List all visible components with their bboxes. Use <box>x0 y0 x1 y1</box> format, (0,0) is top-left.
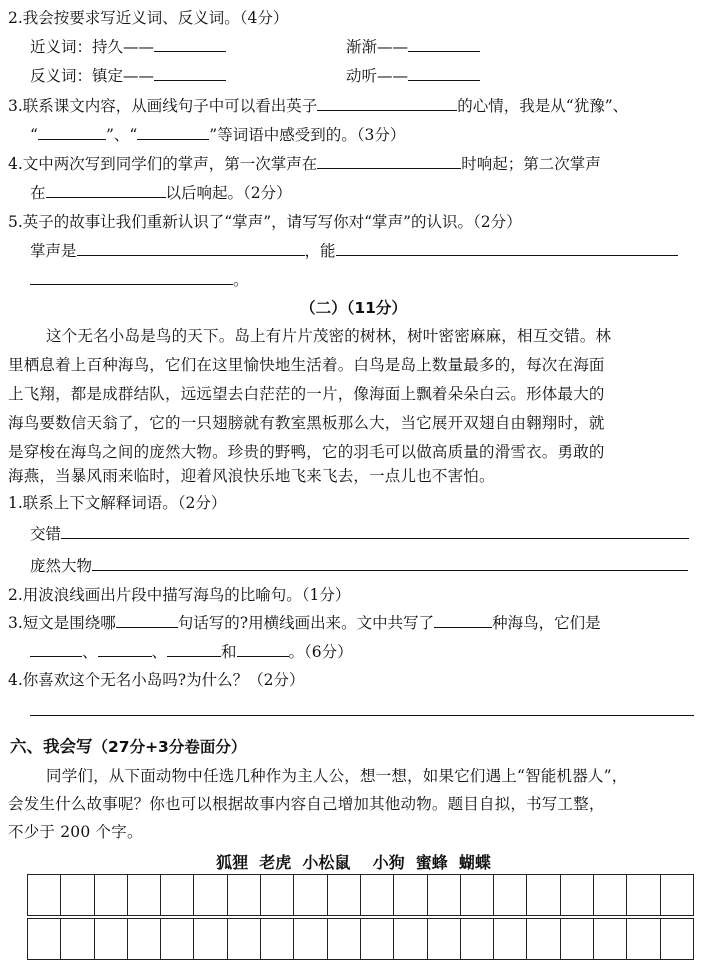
section-6-para-3: 不少于 200 个字。 <box>8 823 143 841</box>
q3-text-2-end: ”等词语中感受到的。（3分） <box>209 126 406 144</box>
s2-q1-a-label: 交错 <box>30 525 62 543</box>
q2-antonym-row <box>30 64 226 86</box>
s2-q1-b-blank[interactable] <box>92 554 688 571</box>
q4-text-1-end: 时响起；第二次掌声 <box>461 155 601 173</box>
section-2-heading: （二）（11分） <box>300 299 407 317</box>
q3-line-1 <box>8 94 628 116</box>
s2-q4-answer-row <box>30 699 694 720</box>
q2-antonym-label: 反义词：镇定—— <box>30 67 155 85</box>
q4-text-2: 在 <box>30 184 46 202</box>
q2-synonym-row-2 <box>346 35 480 57</box>
q5-text-mid: ，能 <box>304 242 336 260</box>
writing-cells-1 <box>28 875 693 915</box>
s2-q3-text-a: 3.短文是围绕哪 <box>8 614 116 632</box>
writing-grid-row-2[interactable] <box>27 918 694 960</box>
q2-synonym-label-2: 渐渐—— <box>346 38 409 56</box>
q3-quote-open: “ <box>30 126 38 144</box>
q5-blank-can[interactable] <box>336 239 678 256</box>
s2-q3-sep-1: 、 <box>82 643 98 661</box>
s2-q3-blank-sentence[interactable] <box>116 611 178 628</box>
q4-line-1 <box>8 152 601 174</box>
q4-blank-second[interactable] <box>46 181 166 198</box>
s2-q1-a-row <box>30 522 689 544</box>
q3-blank-mood[interactable] <box>317 94 457 111</box>
q4-line-2 <box>30 181 292 203</box>
passage-line-4: 海鸟要数信天翁了，它的一只翅膀就有教室黑板那么大，当它展开双翅自由翱翔时，就 <box>8 414 605 432</box>
q2-antonym-label-2: 动听—— <box>346 67 409 85</box>
section-6-score: （27分+3分卷面分） <box>92 738 247 756</box>
q4-blank-first[interactable] <box>317 152 461 169</box>
q5-blank-continue[interactable] <box>30 268 233 285</box>
s2-q1-b-row <box>30 554 688 576</box>
s2-q1-b-label: 庞然大物 <box>30 557 93 575</box>
s2-q3-and: 和 <box>221 643 237 661</box>
s2-q3-text-end: 。（6分） <box>288 643 353 661</box>
q2-synonym-blank[interactable] <box>154 35 226 52</box>
q2-title: 2.我会按要求写近义词、反义词。（4分） <box>8 9 289 27</box>
s2-q3-blank-count[interactable] <box>434 611 492 628</box>
s2-q1-a-blank[interactable] <box>61 522 689 539</box>
s2-q3-blank-bird-2[interactable] <box>98 640 152 657</box>
passage-line-5: 是穿梭在海鸟之间的庞然大物。珍贵的野鸭，它的羽毛可以做高质量的滑雪衣。勇敢的 <box>8 443 605 461</box>
passage-line-1: 这个无名小岛是鸟的天下。岛上有片片茂密的树林，树叶密密麻麻，相互交错。林 <box>46 327 612 345</box>
s2-q3-blank-bird-1[interactable] <box>30 640 82 657</box>
s2-q3-text-c: 种海鸟，它们是 <box>492 614 601 632</box>
s2-q3-blank-bird-3[interactable] <box>167 640 221 657</box>
s2-q3-line-2 <box>30 640 353 662</box>
passage-line-3: 上飞翔，都是成群结队，远远望去白茫茫的一片，像海面上飘着朵朵白云。形体最大的 <box>8 385 605 403</box>
q3-line-2 <box>30 123 405 145</box>
q5-period: 。 <box>233 271 249 289</box>
s2-q3-sep-2: 、 <box>151 643 168 661</box>
q2-antonym-blank[interactable] <box>154 64 226 81</box>
q3-text-1: 3.联系课文内容，从画线句子中可以看出英子 <box>8 97 318 115</box>
q3-blank-word-2[interactable] <box>137 123 209 140</box>
section-6-para-1: 同学们，从下面动物中任选几种作为主人公，想一想，如果它们遇上“智能机器人”， <box>46 767 628 785</box>
q3-text-1-end: 的心情，我是从“犹豫”、 <box>457 97 629 115</box>
s2-q3-line-1 <box>8 611 601 633</box>
q5-blank-is[interactable] <box>77 239 305 256</box>
passage-line-6: 海燕，当暴风雨来临时，迎着风浪快乐地飞来飞去，一点儿也不害怕。 <box>8 467 495 485</box>
q5-line-3 <box>30 268 249 290</box>
q3-blank-word-1[interactable] <box>38 123 106 140</box>
section-6-heading: 六、我会写 <box>10 737 93 756</box>
s2-q3-blank-bird-4[interactable] <box>237 640 289 657</box>
section-6-heading-row <box>10 733 246 757</box>
q4-text-2-end: 以后响起。（2分） <box>165 184 292 202</box>
q5-title: 5.英子的故事让我们重新认识了“掌声”，请写写你对“掌声”的认识。（2分） <box>8 213 522 231</box>
section-6-para-2: 会发生什么故事呢？你也可以根据故事内容自己增加其他动物。题目自拟，书写工整， <box>8 795 605 813</box>
s2-q3-text-b: 句话写的?用横线画出来。文中共写了 <box>177 614 435 632</box>
writing-cells-2 <box>28 919 693 959</box>
passage-line-2: 里栖息着上百种海鸟，它们在这里愉快地生活着。白鸟是岛上数量最多的，每次在海面 <box>8 356 605 374</box>
s2-q2-title: 2.用波浪线画出片段中描写海鸟的比喻句。（1分） <box>8 586 351 604</box>
writing-grid-row-1[interactable] <box>27 874 694 916</box>
q2-synonym-row <box>30 35 226 57</box>
s2-q4-title: 4.你喜欢这个无名小岛吗?为什么？（2分） <box>8 671 305 689</box>
q5-line-2 <box>30 239 678 261</box>
animal-list: 狐狸 老虎 小松鼠 小狗 蜜蜂 蝴蝶 <box>216 853 491 872</box>
s2-q4-answer-blank[interactable] <box>30 699 694 716</box>
q2-synonym-label: 近义词：持久—— <box>30 38 155 56</box>
q5-text-2: 掌声是 <box>30 242 77 260</box>
q2-antonym-row-2 <box>346 64 480 86</box>
q2-antonym-blank-2[interactable] <box>408 64 480 81</box>
s2-q1-title: 1.联系上下文解释词语。（2分） <box>8 494 227 512</box>
q2-synonym-blank-2[interactable] <box>408 35 480 52</box>
q4-text-1: 4.文中两次写到同学们的掌声，第一次掌声在 <box>8 155 318 173</box>
q3-quote-mid: ”、“ <box>105 126 138 144</box>
